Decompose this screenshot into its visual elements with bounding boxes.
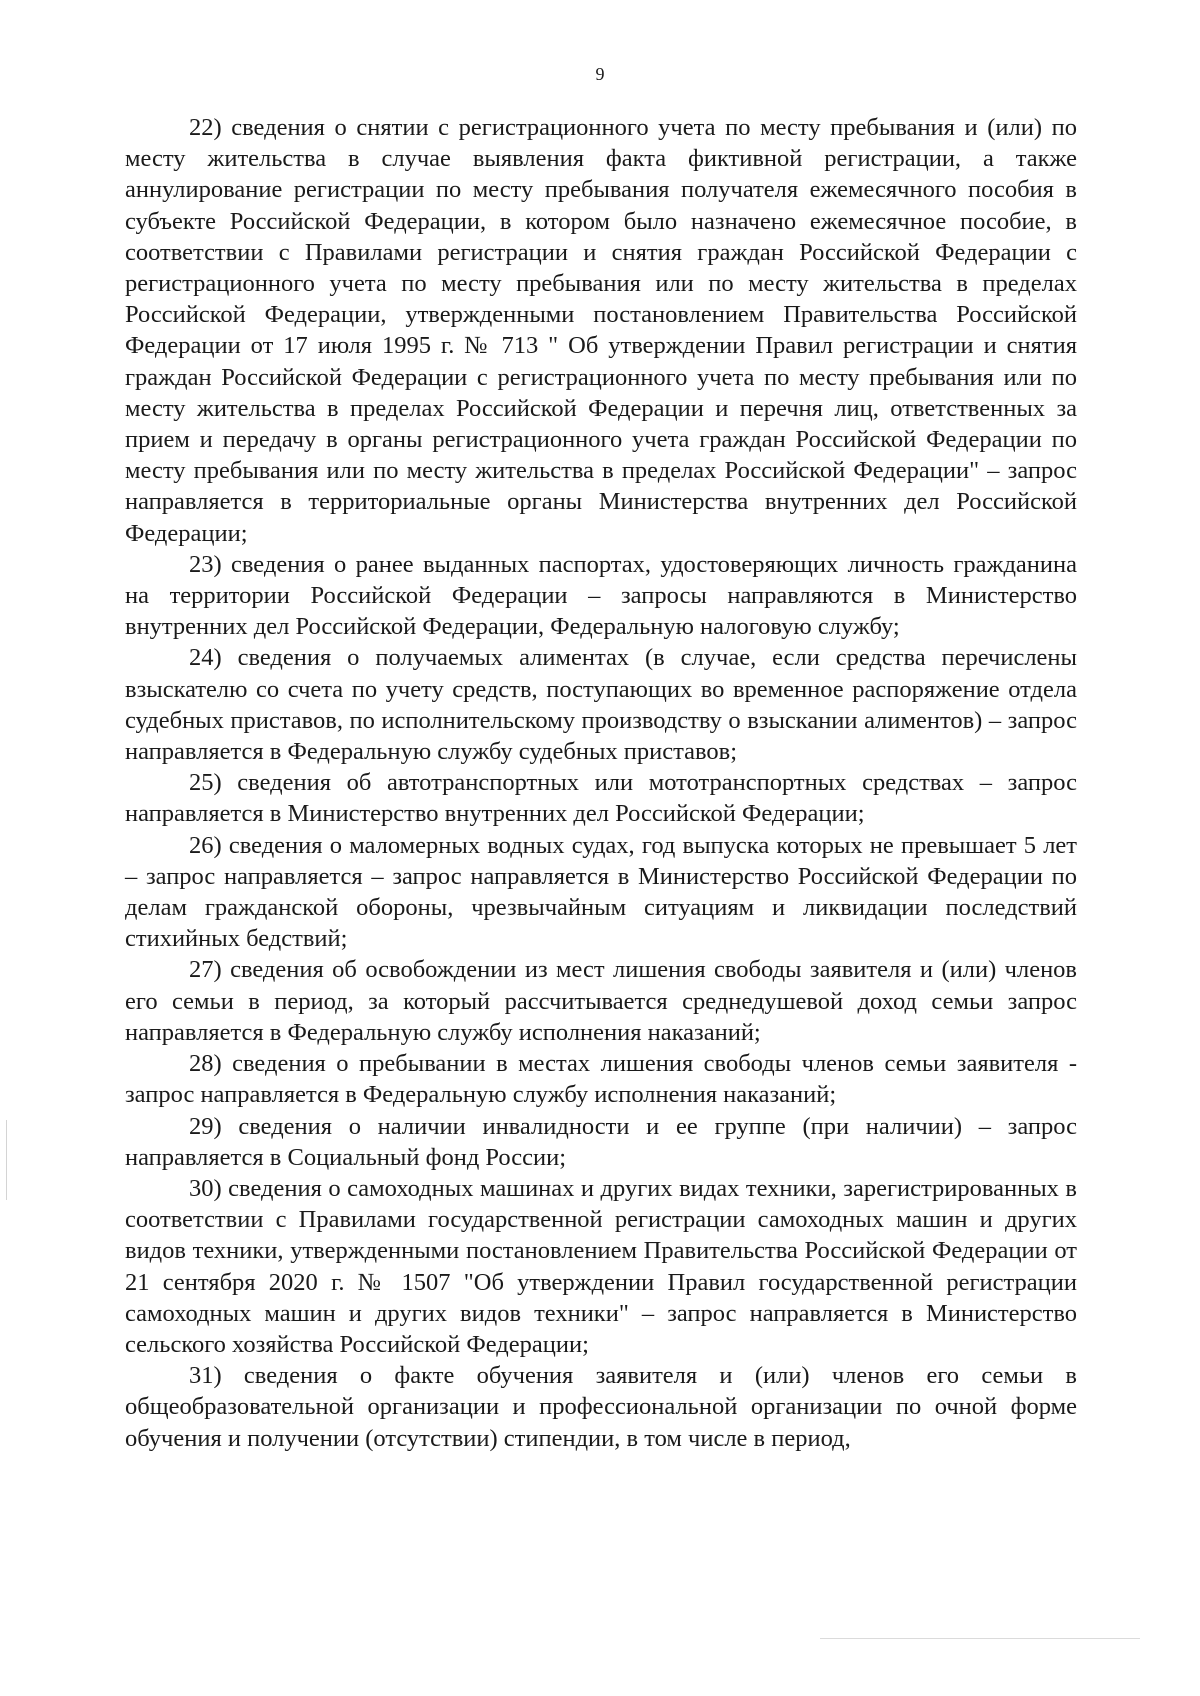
paragraph-30: 30) сведения о самоходных машинах и других видах техники, зарегистрированных в соответствии с Правилами государственной регистрации самоходных машин и других видов техники, утвержденными постановлением Правительства Российской Федерации от 21 сентября 2020 г. № 1507 "Об утверждении Правил государственной регистрации самоходных машин и других видов техники" – запрос направляется в Министерство сельского хозяйства Российской Федерации;	[125, 1174, 1077, 1358]
paragraph-23: 23) сведения о ранее выданных паспортах, удостоверяющих личность гражданина на территории Российской Федерации – запросы направляются в Министерство внутренних дел Российской Федерации, Федеральную налоговую службу;	[125, 550, 1077, 641]
scan-artifact-bottom	[820, 1638, 1140, 1639]
paragraph-31: 31) сведения о факте обучения заявителя и (или) членов его семьи в общеобразовательной организации и профессиональной организации по очной форме обучения и получении (отсутствии) стипендии, в том числе в период,	[125, 1362, 1077, 1452]
paragraph-29: 29) сведения о наличии инвалидности и ее группе (при наличии) – запрос направляется в Социальный фонд России;	[125, 1112, 1077, 1171]
page-number: 9	[595, 64, 605, 84]
paragraph-28: 28) сведения о пребывании в местах лишения свободы членов семьи заявителя - запрос направляется в Федеральную службу исполнения наказаний;	[125, 1050, 1077, 1109]
scan-artifact-left	[6, 1120, 7, 1200]
paragraph-26: 26) сведения о маломерных водных судах, год выпуска которых не превышает 5 лет – запрос направляется – запрос направляется в Министерство Российской Федерации по делам гражданской обороны, чрезвычайным ситуациям и ликвидации последствий стихийных бедствий;	[125, 831, 1077, 953]
paragraph-24: 24) сведения о получаемых алиментах (в случае, если средства перечислены взыскателю со счета по учету средств, поступающих во временное распоряжение отдела судебных приставов, по исполнительскому производству о взыскании алиментов) – запрос направляется в Федеральную службу судебных приставов;	[125, 644, 1077, 766]
paragraph-27: 27) сведения об освобождении из мест лишения свободы заявителя и (или) членов его семьи в период, за который рассчитывается среднедушевой доход семьи запрос направляется в Федеральную службу исполнения наказаний;	[125, 956, 1077, 1046]
paragraph-22: 22) сведения о снятии с регистрационного учета по месту пребывания и (или) по месту жительства в случае выявления факта фиктивной регистрации, а также аннулирование регистрации по месту пребывания получателя ежемесячного пособия в субъекте Российской Федерации, в котором было назначено ежемесячное пособие, в соответствии с Правилами регистрации и снятия граждан Российской Федерации с регистрационного учета по месту пребывания или по месту жительства в пределах Российской Федерации, утвержденными постановлением Правительства Российской Федерации от 17 июля 1995 г. № 713 " Об утверждении Правил регистрации и снятия граждан Российской Федерации с регистрационного учета по месту пребывания или по месту жительства в пределах Российской Федерации и перечня лиц, ответственных за прием и передачу в органы регистрационного учета граждан Российской Федерации по месту пребывания или по месту жительства в пределах Российской Федерации" – запрос направляется в территориальные органы Министерства внутренних дел Российской Федерации;	[125, 114, 1077, 547]
paragraph-25: 25) сведения об автотранспортных или мототранспортных средствах – запрос направляется в Министерство внутренних дел Российской Федерации;	[125, 769, 1077, 828]
document-body	[125, 112, 1077, 1454]
